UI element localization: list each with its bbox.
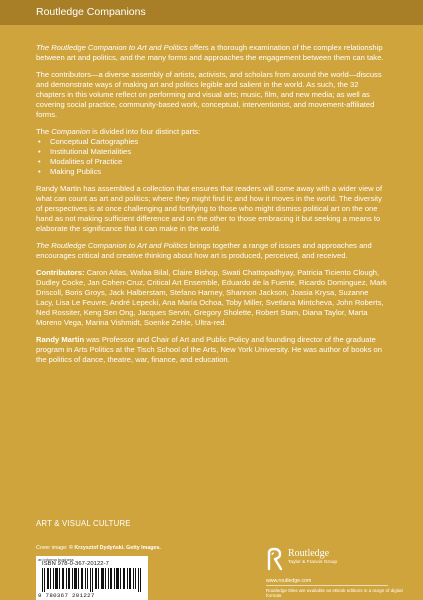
- list-item: • Modalities of Practice: [46, 157, 388, 167]
- series-bar: [0, 0, 423, 25]
- contributors-names: Caron Atlas, Wafaa Bilal, Claire Bishop, Swati Chattopadhyay, Patricia Ticiento Clough, Dudley Cocke, Jan Cohen-Cruz, Critical Art Ensemble, Eduardo de la Fuente, Ricardo Dominguez, Mark Driscoll, Boris Groys, Jack Halberstam, Stefano Harney, Shannon Jackson, Joasia Krysa, Suzanne Lacy, Lisa Le Feuvre, André Lepecki, Ana María Ochoa, Toby Miller, Svetlana Mintcheva, John Roberts, Ned Rossiter, Keng Sen Ong, Jacques Servin, Gregory Sholette, Robert Stam, Diana Taylor, Marta Moreno Vega, Marina Vishmidt, Soenke Zehle, Ultra-red.: [36, 268, 387, 327]
- series-title: Routledge Companions: [36, 6, 146, 18]
- brings-book-title: The Routledge Companion to Art and Politics: [36, 241, 188, 250]
- blurb: [36, 43, 388, 372]
- isbn-label: ISBN 978-0-367-20122-7: [42, 561, 109, 567]
- martin-paragraph: Randy Martin has assembled a collection that ensures that readers will come away with a wider view of what can count as art and politics; where they might find it; and how it moves in the world. The diversity of perspectives is at once challenging and fortifying to those who might dismiss political art on the one hand as not making sufficient difference and on the other to those embracing it but seeking a means to elaborate the significance that it can make in the world.: [36, 184, 383, 233]
- divider: [266, 585, 388, 586]
- author-bio-text: was Professor and Chair of Art and Public Policy and founding director of the graduate program in Arts Politics at the Tisch School of the Arts, New York University. He was author of books on the politics of dance, theatre, war, finance, and education.: [36, 335, 382, 364]
- cover-credit-text: © Krzysztof Dydyński. Getty Images.: [68, 545, 161, 551]
- publisher-logo-block: [266, 547, 396, 577]
- contributors-list: [36, 268, 388, 328]
- contributors-description: The contributors—a diverse assembly of artists, activists, and scholars from around the world—discuss and demonstrate ways of making art and politics legible and salient in the world. As such, the 32 chapters in this volume reflect on performing and visual arts; music, film, and new media; as well as covering social practice, community-based work, conceptual, interventionist, and movement-affiliated forms.: [36, 70, 382, 119]
- ebook-note: Routledge titles are available as eBook editions in a range of digital formats: [266, 588, 403, 598]
- list-item: • Institutional Materialities: [46, 147, 388, 157]
- parts-lead-italic: Companion: [51, 127, 91, 136]
- cover-credit: [36, 545, 161, 551]
- barcode-icon: [42, 568, 142, 592]
- publisher-name: Routledge: [288, 548, 330, 559]
- parts-lead-after: is divided into four distinct parts:: [90, 127, 201, 136]
- list-item: • Making Publics: [46, 167, 388, 177]
- parts-lead-before: The: [36, 127, 52, 136]
- parts-list: [36, 137, 388, 177]
- intro-book-title: The Routledge Companion to Art and Politics: [36, 43, 188, 52]
- intro-text: offers a thorough examination of the complex relationship between art and politics, and the many forms and approaches the engagement between them can take.: [36, 43, 384, 62]
- list-item: • Conceptual Cartographies: [46, 137, 388, 147]
- author-bio: [36, 335, 388, 365]
- brings-text: brings together a range of issues and approaches and encourages critical and creative thinking about how art is produced, perceived, and received.: [36, 241, 372, 260]
- subject-category: ART & VISUAL CULTURE: [36, 519, 131, 528]
- contributors-label: Contributors:: [36, 268, 85, 277]
- author-name: Randy Martin: [36, 335, 85, 344]
- brings-paragraph: [36, 241, 388, 261]
- parts-lead: [36, 127, 388, 137]
- intro-paragraph: [36, 43, 388, 63]
- routledge-logo-icon: [266, 547, 284, 571]
- publisher-group: Taylor & Francis Group: [288, 560, 338, 565]
- barcode-digits: 9 780367 201227: [38, 592, 95, 599]
- cover-credit-prefix: Cover image:: [36, 545, 69, 551]
- publisher-url[interactable]: www.routledge.com: [266, 578, 312, 584]
- barcode-box: [36, 556, 148, 600]
- barcode-company: an informa business: [38, 557, 74, 562]
